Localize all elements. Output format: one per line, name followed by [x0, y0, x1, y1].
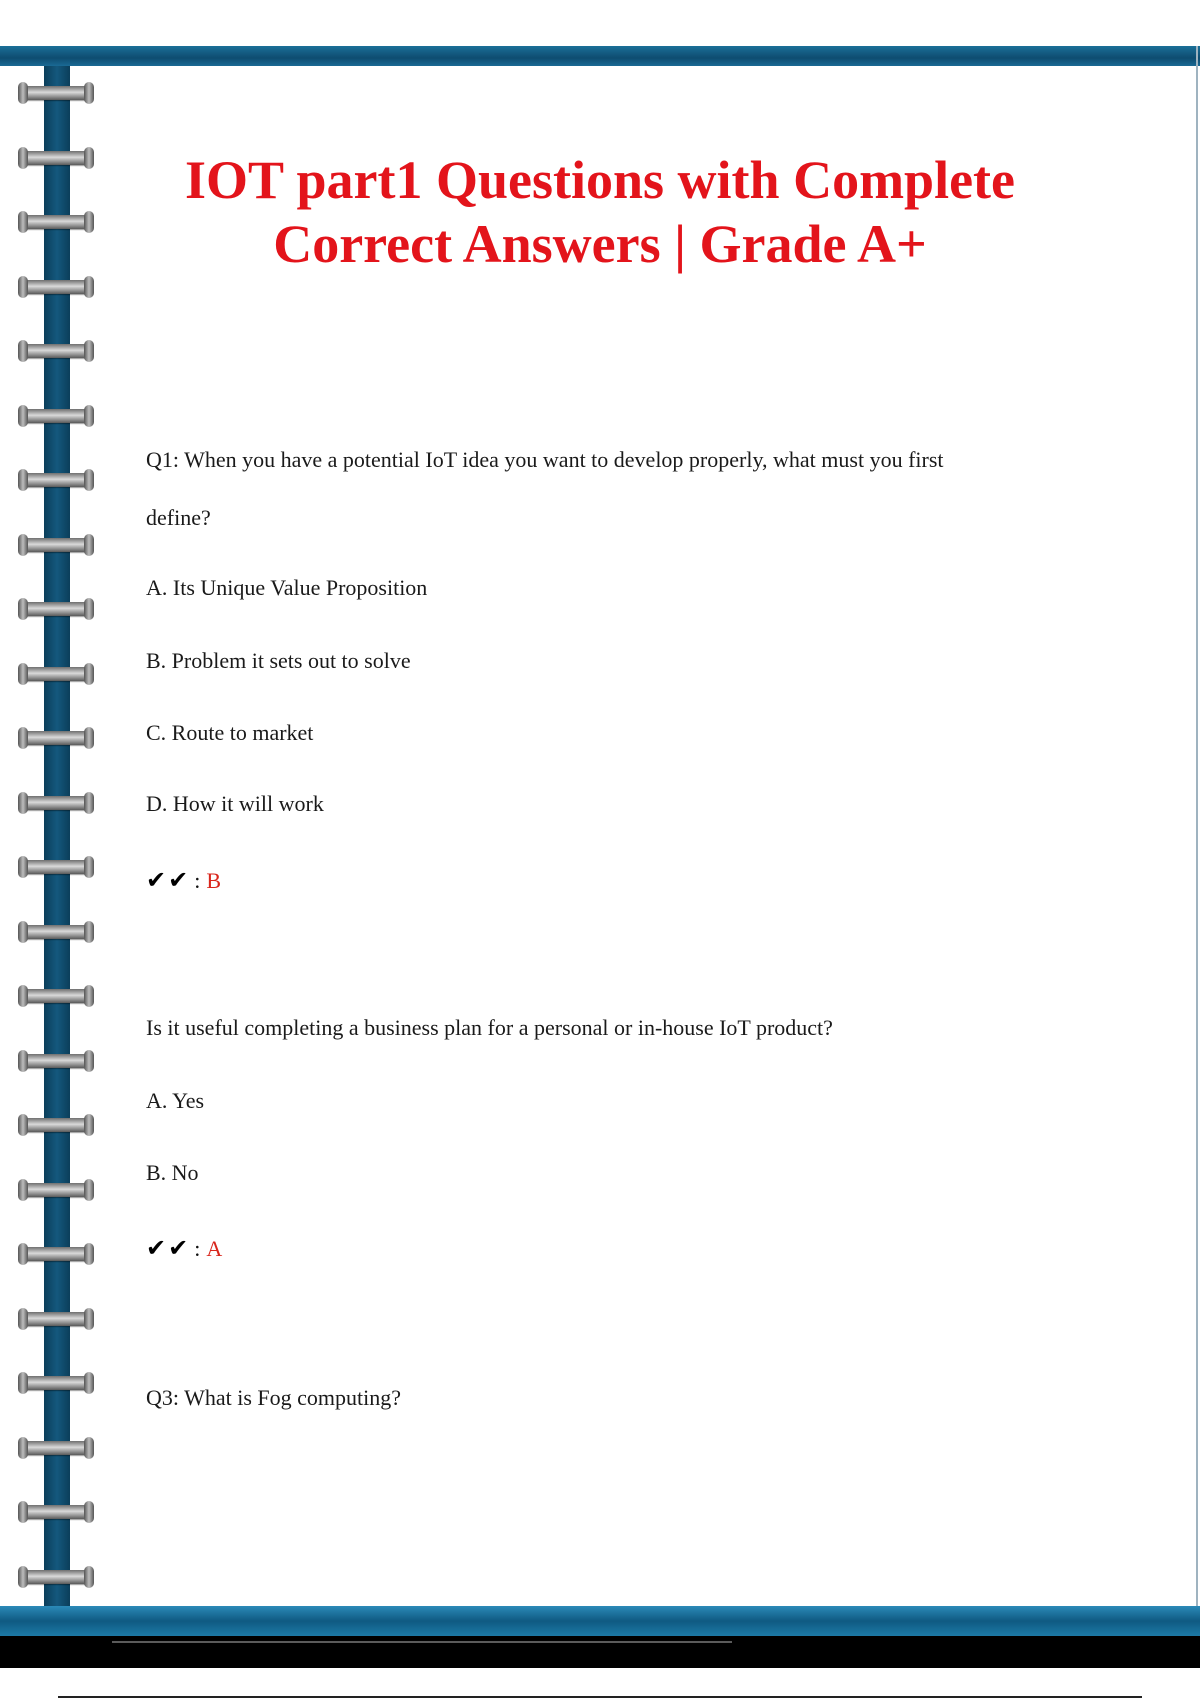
- top-binder-bar: [0, 46, 1200, 66]
- answer-separator: :: [194, 868, 201, 893]
- spiral-ring-icon: [20, 1247, 92, 1261]
- bottom-band-line: [112, 1641, 732, 1643]
- q1-option-d: D. How it will work: [146, 791, 324, 816]
- spiral-ring-icon: [20, 1183, 92, 1197]
- spiral-ring-icon: [20, 473, 92, 487]
- q1-text-line-2: define?: [146, 505, 211, 530]
- spiral-ring-icon: [20, 602, 92, 616]
- q1-answer-letter: B: [206, 868, 222, 893]
- q1-option-a: A. Its Unique Value Proposition: [146, 575, 428, 600]
- binder-spine: [44, 66, 70, 1606]
- q1-option-c: C. Route to market: [146, 720, 314, 745]
- title-line-2: Correct Answers | Grade A+: [273, 214, 927, 274]
- spiral-ring-icon: [20, 86, 92, 100]
- spiral-ring-icon: [20, 1441, 92, 1455]
- q3-text: Q3: What is Fog computing?: [146, 1385, 402, 1410]
- spiral-ring-icon: [20, 1312, 92, 1326]
- q2-option-b: B. No: [146, 1160, 199, 1185]
- q1-text-line-1: Q1: When you have a potential IoT idea you want to develop properly, what must you first: [146, 447, 944, 472]
- spiral-ring-icon: [20, 280, 92, 294]
- spiral-ring-icon: [20, 344, 92, 358]
- footer-rule: [58, 1696, 1142, 1698]
- spiral-ring-icon: [20, 1118, 92, 1132]
- check-icon: ✔✔: [146, 866, 191, 894]
- q1-answer: [146, 866, 221, 894]
- q2-option-a: A. Yes: [146, 1088, 205, 1113]
- page-right-border: [1196, 46, 1198, 1606]
- q2-text: Is it useful completing a business plan for a personal or in-house IoT product?: [146, 1015, 833, 1040]
- spiral-ring-icon: [20, 215, 92, 229]
- spiral-ring-icon: [20, 731, 92, 745]
- spiral-ring-icon: [20, 860, 92, 874]
- document-title: [110, 148, 1090, 276]
- spiral-ring-icon: [20, 796, 92, 810]
- answer-separator: :: [194, 1236, 201, 1261]
- spiral-ring-icon: [20, 1570, 92, 1584]
- q2-answer-letter: A: [206, 1236, 223, 1261]
- check-icon: ✔✔: [146, 1234, 191, 1262]
- spiral-ring-icon: [20, 538, 92, 552]
- spiral-ring-icon: [20, 1376, 92, 1390]
- spiral-ring-icon: [20, 667, 92, 681]
- spiral-ring-icon: [20, 151, 92, 165]
- spiral-ring-icon: [20, 925, 92, 939]
- spiral-ring-icon: [20, 1505, 92, 1519]
- spiral-ring-icon: [20, 409, 92, 423]
- q2-answer: [146, 1234, 222, 1262]
- title-line-1: IOT part1 Questions with Complete: [184, 150, 1016, 210]
- q1-option-b: B. Problem it sets out to solve: [146, 648, 411, 673]
- spiral-ring-icon: [20, 989, 92, 1003]
- bottom-binder-bar: [0, 1606, 1200, 1636]
- spiral-ring-icon: [20, 1054, 92, 1068]
